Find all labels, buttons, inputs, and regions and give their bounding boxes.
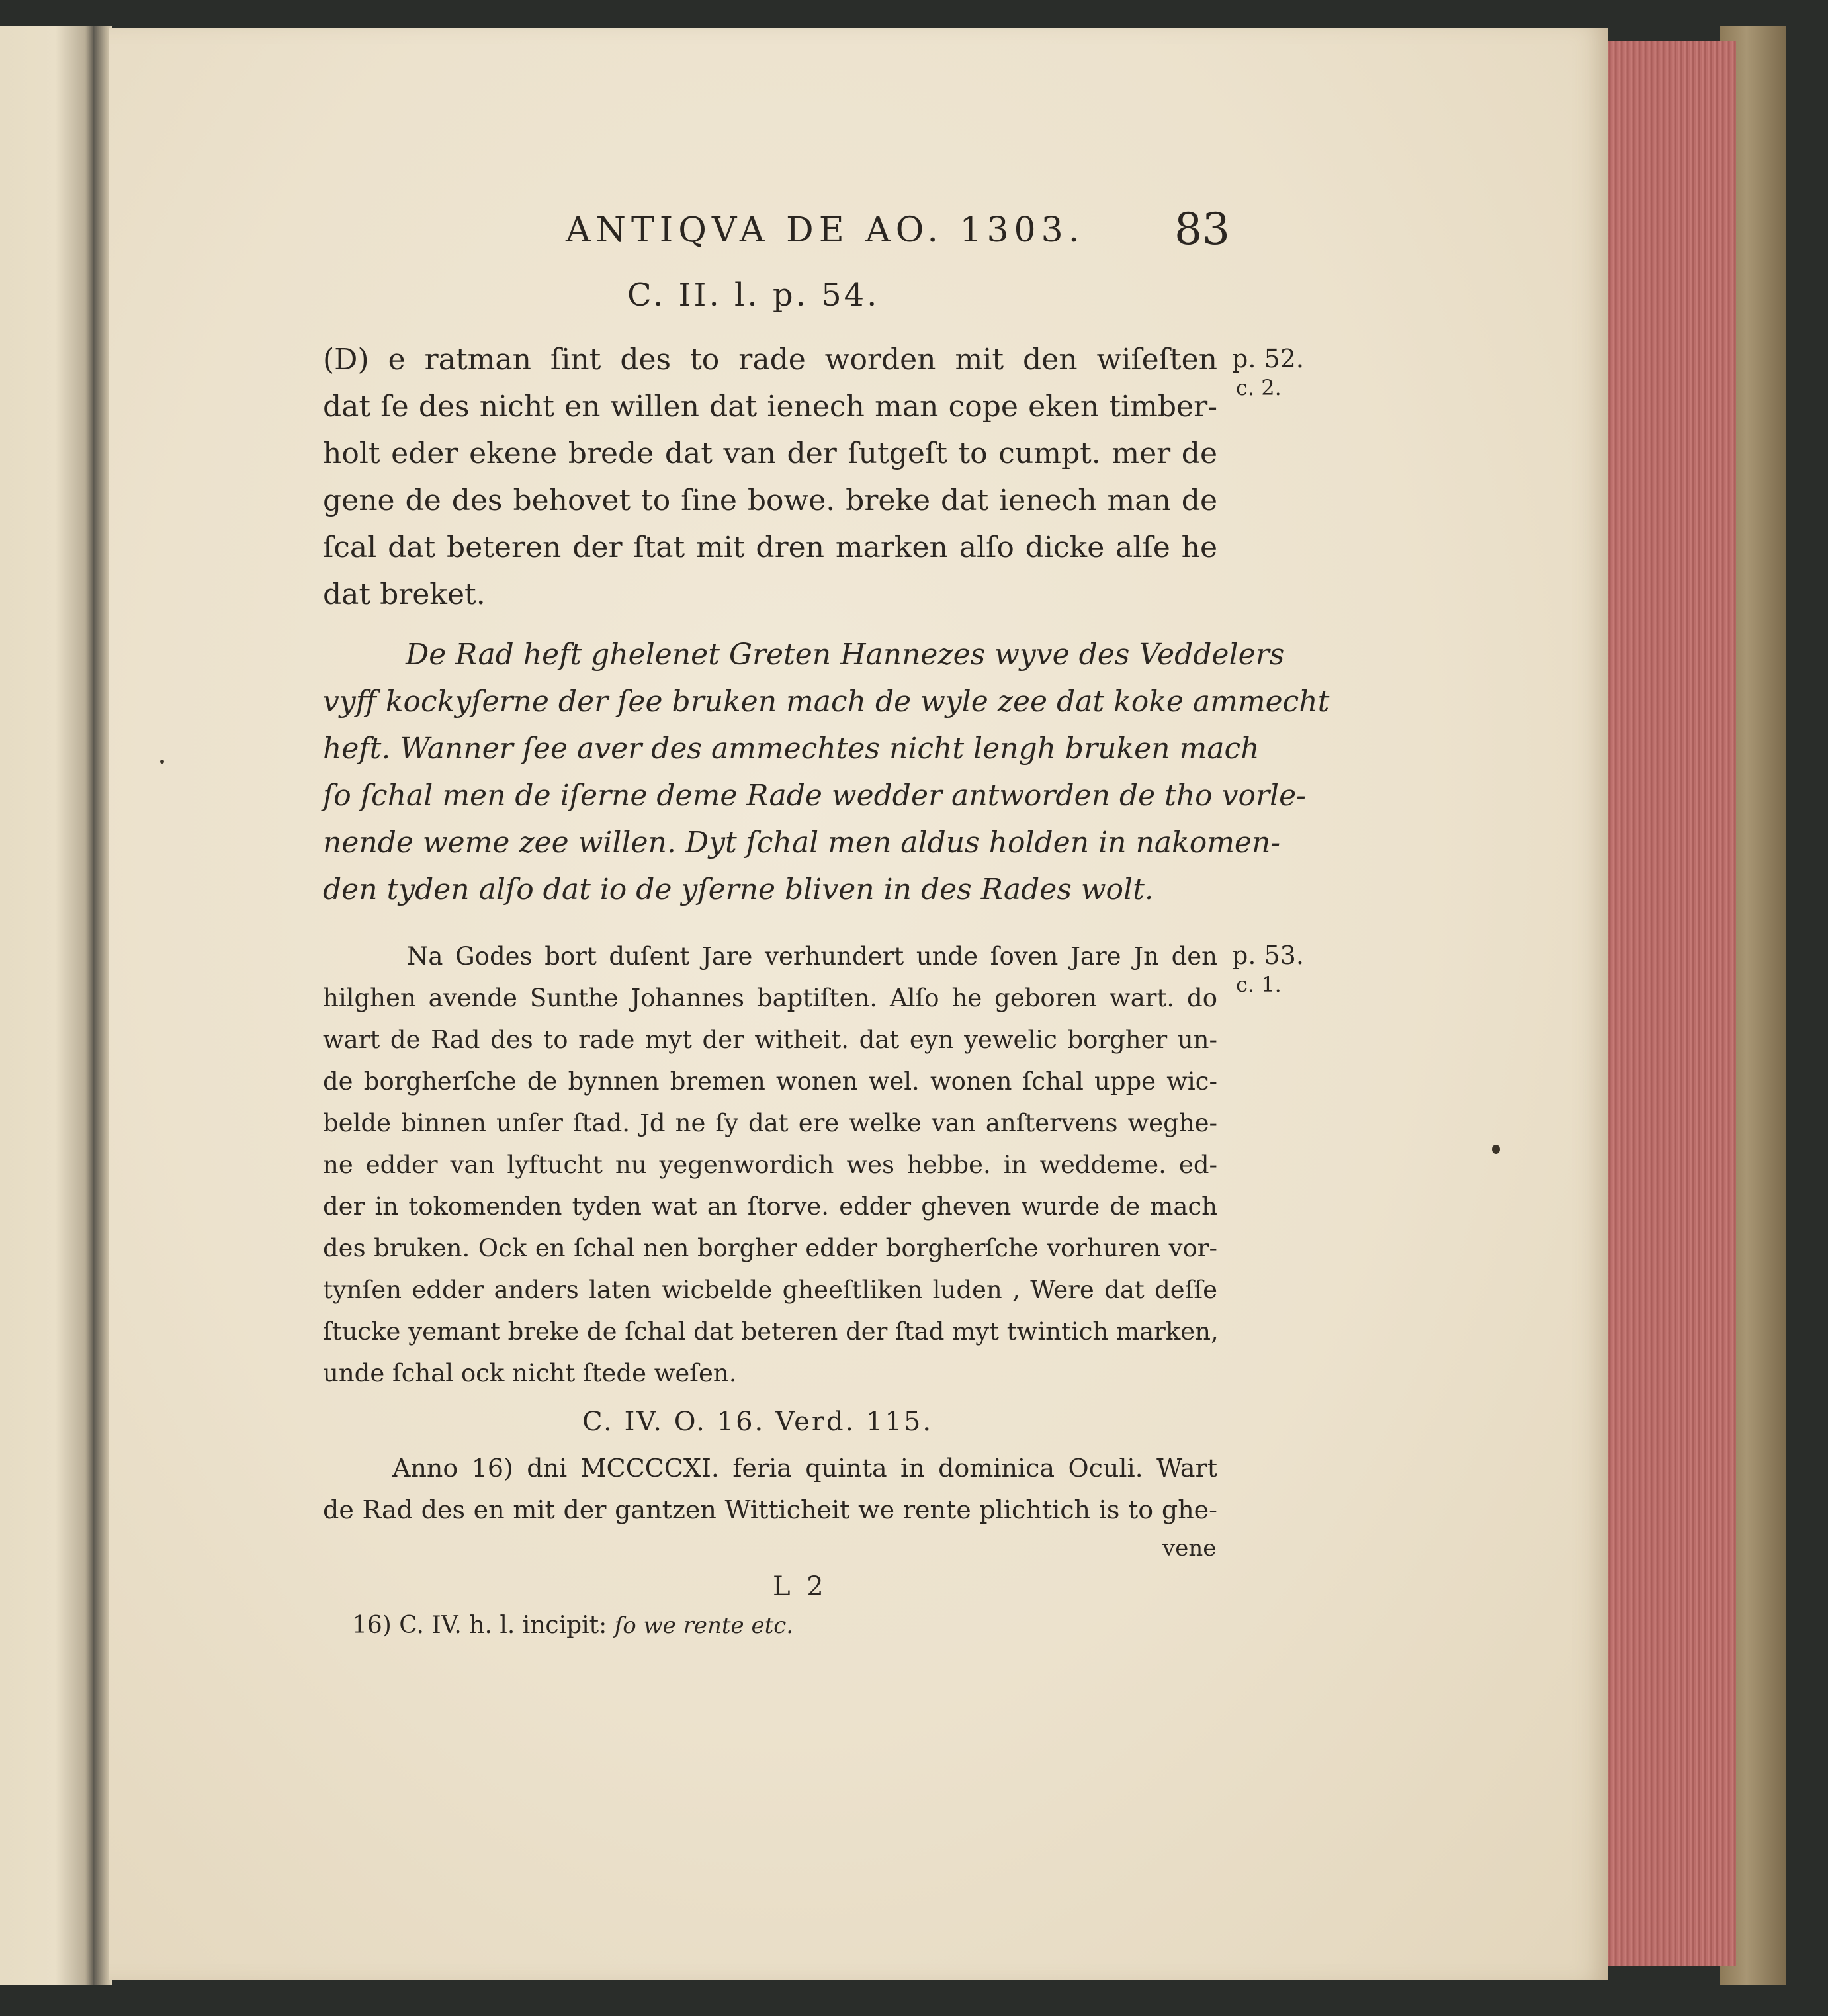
margin-note-2 (1232, 941, 1304, 999)
section-heading-1: C. II. l. p. 54. (627, 277, 880, 314)
paragraph-2-line: den tyden alſo dat io de yſerne bliven in des Rades wolt. (323, 873, 1154, 906)
paragraph-2-line: heft. Wanner ſee aver des ammechtes nicht lengh bruken mach (323, 732, 1260, 766)
paragraph-2-line: vyff kockyſerne der ſee bruken mach de wyle zee dat koke ammecht (323, 685, 1330, 719)
section-heading-2: C. IV. O. 16. Verd. 115. (582, 1407, 934, 1437)
paragraph-1-line: dat ſe des nicht en willen dat ienech man cope eken timber- (323, 390, 1217, 423)
page-block-edge (1591, 41, 1736, 1966)
catchword: vene (1162, 1535, 1217, 1561)
paragraph-4 (323, 1448, 1217, 1531)
paragraph-3-line: des bruken. Ock en ſchal nen borgher edder borgherſche vorhuren vor- (323, 1234, 1217, 1262)
page-number: 83 (1174, 204, 1230, 255)
paragraph-3-line: de borgherſche de bynnen bremen wonen wel. wonen ſchal uppe wic- (323, 1067, 1217, 1096)
margin-note-2-line2: c. 1. (1236, 972, 1282, 997)
paragraph-3-line: ne edder van lyftucht nu yegenwordich wes hebbe. in weddeme. ed- (323, 1151, 1217, 1179)
footnote-italic: ſo we rente etc. (614, 1612, 794, 1639)
margin-note-2-line1: p. 53. (1232, 941, 1304, 970)
left-page-edge (0, 26, 95, 1985)
paragraph-1 (323, 336, 1217, 618)
paragraph-2-italic (323, 631, 1330, 913)
paragraph-3 (323, 936, 1217, 1394)
paragraph-1-line: gene de des behovet to ſine bowe. breke dat ienech man de (323, 484, 1217, 517)
paper-speck (1492, 1145, 1500, 1154)
margin-note-1-line1: p. 52. (1232, 344, 1304, 373)
margin-note-1-line2: c. 2. (1236, 375, 1282, 400)
paragraph-3-line: tynſen edder anders laten wicbelde gheeſtliken luden , Were dat deſſe (323, 1276, 1217, 1304)
paragraph-1-line: holt eder ekene brede dat van der ſutgeſt to cumpt. mer de (323, 437, 1217, 470)
footnote (352, 1612, 793, 1639)
footnote-text: 16) C. IV. h. l. incipit: (352, 1612, 615, 1639)
paragraph-4-line: Anno 16) dni MCCCCXI. feria quinta in dominica Oculi. Wart (392, 1454, 1217, 1483)
paragraph-2-line: ſo ſchal men de iſerne deme Rade wedder antworden de tho vorle- (323, 779, 1307, 812)
paragraph-1-line: dat breket. (323, 578, 486, 611)
paragraph-3-line: hilghen avende Sunthe Johannes baptiſten. Alſo he geboren wart. do (323, 984, 1217, 1012)
paragraph-3-line: ſtucke yemant breke de ſchal dat beteren der ſtad myt twintich marken, (323, 1317, 1219, 1346)
paragraph-2-line: De Rad heft ghelenet Greten Hannezes wyve des Veddelers (406, 638, 1285, 672)
paragraph-3-line: wart de Rad des to rade myt der witheit. dat eyn yewelic borgher un- (323, 1026, 1217, 1054)
signature-mark: L 2 (773, 1571, 828, 1602)
margin-note-1 (1232, 344, 1304, 402)
paragraph-2-line: nende weme zee willen. Dyt ſchal men aldus holden in nakomen- (323, 826, 1281, 859)
paper-speck (160, 760, 164, 764)
paragraph-3-line: unde ſchal ock nicht ſtede weſen. (323, 1359, 737, 1387)
paragraph-4-line: de Rad des en mit der gantzen Witticheit we rente plichtich is to ghe- (323, 1495, 1217, 1524)
paragraph-1-line: (D) e ratman ſint des to rade worden mit den wiſeſten (323, 343, 1217, 376)
paragraph-1-line: ſcal dat beteren der ſtat mit dren marken alſo dicke alſe he (323, 531, 1217, 564)
paragraph-3-line: Na Godes bort duſent Jare verhundert unde ſoven Jare Jn den (407, 942, 1217, 971)
paragraph-3-line: der in tokomenden tyden wat an ſtorve. edder gheven wurde de mach (323, 1192, 1217, 1221)
paragraph-3-line: belde binnen unſer ſtad. Jd ne ſy dat ere welke van anſtervens weghe- (323, 1109, 1217, 1137)
running-title: ANTIQVA DE AO. 1303. (566, 210, 1085, 250)
